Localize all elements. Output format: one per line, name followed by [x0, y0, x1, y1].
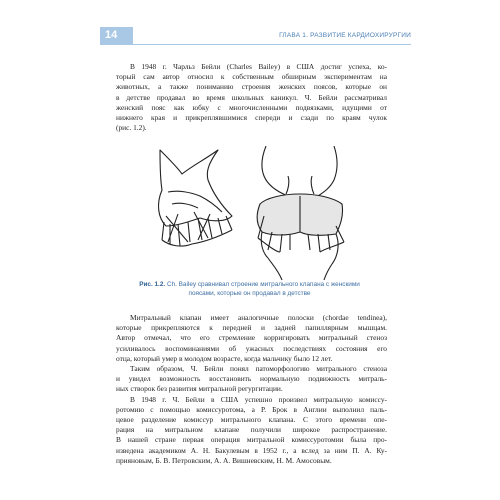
text-line: в детстве продавал во время школьных каникул. Ч. Бейли рассматривал — [116, 92, 387, 102]
text-line: нижнего края и прикреплявшимися спереди и сзади по краям чулок — [116, 113, 387, 123]
figure-caption — [127, 280, 372, 298]
text-line: цевое разделение комиссур митрального клапана. С этого времени опе- — [116, 415, 387, 425]
text-line: усиливалось воспоминаниями об ужасных последствиях состояния его — [116, 343, 387, 353]
text-line: Митральный клапан имеет аналогичные полоски (chordae tendinea), — [130, 313, 387, 322]
girdle-drawing — [257, 146, 344, 280]
text-line: Автор отмечал, что его стремление корригировать митральный стеноз — [116, 333, 387, 343]
text-line: отца, который умер в молодом возрасте, когда мальчику было 12 лет. — [116, 353, 333, 363]
text-line: Таким образом, Ч. Бейли понял патоморфологию митрального стеноза — [130, 364, 387, 374]
text-line: которые прикрепляются к передней и задней папиллярным мышцам. — [116, 323, 387, 333]
mitral-valve-drawing — [159, 150, 232, 246]
text-line: торый сам автор относил к собственным обширным экспериментам на — [116, 72, 387, 82]
figure-illustration — [148, 146, 358, 281]
text-line: животных, а также пониманию строения женских поясов, которые он — [116, 82, 387, 92]
text-line: ных створок без развития митральной регургитации. — [116, 384, 283, 394]
text-line: В 1948 г. Чарльз Бейли (Charles Bailey) в США достиг успеха, ко- — [130, 62, 387, 71]
header-rule — [100, 44, 411, 45]
text-line: В 1948 г. Ч. Бейли в США успешно произвел митральную комиссу- — [130, 394, 387, 404]
text-line: рация на митральном клапане получили широкое распространение. — [116, 425, 387, 435]
text-line: ротомию с помощью комиссуротома, а Р. Брок в Англии выполнил паль- — [116, 404, 387, 414]
text-line: женский пояс как юбку с многочисленными подвязками, идущими от — [116, 102, 387, 112]
caption-text: Ch. Bailey сравнивал строение митрального клапана с женскими поясами, которые он продавал в детстве — [166, 281, 360, 297]
intro-paragraph — [116, 62, 387, 133]
chapter-title: ГЛАВА 1. РАЗВИТИЕ КАРДИОХИРУРГИИ — [279, 32, 411, 39]
text-line: изведена академиком А. Н. Бакулевым в 1952 г., а вслед за ним П. А. Ку- — [116, 445, 387, 455]
page-number: 14 — [100, 27, 133, 44]
text-line: и увидел возможность восстановить нормальную подвижность митраль- — [116, 374, 387, 384]
body-text — [116, 313, 387, 466]
text-line: (рис. 1.2). — [116, 123, 147, 133]
caption-label: Рис. 1.2. — [139, 281, 166, 288]
page-header — [100, 27, 411, 44]
text-line: В нашей стране первая операция митральной комиссуротомии была про- — [116, 435, 387, 445]
text-line: прияновым, Б. В. Петровским, А. А. Вишневским, Н. М. Амосовым. — [116, 455, 332, 465]
